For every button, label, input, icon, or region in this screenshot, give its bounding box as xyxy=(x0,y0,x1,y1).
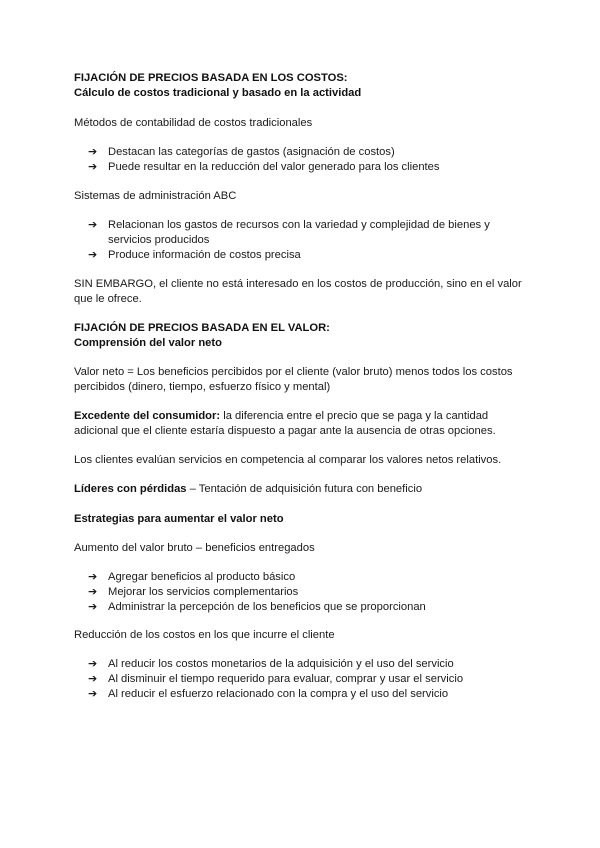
section2-subtitle: Comprensión del valor neto xyxy=(74,337,222,349)
list-item: ➔ Relacionan los gastos de recursos con la variedad y complejidad de bienes y servicios producidos xyxy=(88,219,490,246)
arrow-right-icon: ➔ xyxy=(88,161,98,173)
section1-title: FIJACIÓN DE PRECIOS BASADA EN LOS COSTOS: xyxy=(74,72,348,84)
gross-value-heading: Aumento del valor bruto – beneficios entregados xyxy=(74,542,315,554)
list-item: ➔ Agregar beneficios al producto básico xyxy=(88,571,296,583)
traditional-list xyxy=(88,145,528,175)
loss-leaders-text: – Tentación de adquisición futura con beneficio xyxy=(186,483,423,495)
gross-value-list xyxy=(88,570,528,615)
consumer-surplus-term: Excedente del consumidor: xyxy=(74,410,221,422)
however-paragraph: SIN EMBARGO, el cliente no está interesado en los costos de producción, sino en el valor que le ofrece. xyxy=(74,278,522,305)
list-item: ➔ Administrar la percepción de los beneficios que se proporcionan xyxy=(88,601,426,613)
arrow-right-icon: ➔ xyxy=(88,586,98,598)
list-item: ➔ Al reducir el esfuerzo relacionado con la compra y el uso del servicio xyxy=(88,688,449,700)
consumer-surplus-text: la diferencia entre el precio que se paga y la cantidad adicional que el cliente estaría dispuesto a pagar ante la ausencia de otras opciones. xyxy=(74,410,496,437)
loss-leaders-term: Líderes con pérdidas xyxy=(74,483,187,495)
traditional-heading: Métodos de contabilidad de costos tradicionales xyxy=(74,117,313,129)
consumer-surplus-paragraph xyxy=(74,409,534,439)
cost-reduction-list xyxy=(88,657,528,702)
list-item: ➔ Destacan las categorías de gastos (asignación de costos) xyxy=(88,146,395,158)
arrow-right-icon: ➔ xyxy=(88,658,98,670)
strategies-heading: Estrategias para aumentar el valor neto xyxy=(74,513,284,525)
arrow-right-icon: ➔ xyxy=(88,249,98,261)
abc-heading: Sistemas de administración ABC xyxy=(74,190,237,202)
list-item: ➔ Produce información de costos precisa xyxy=(88,249,301,261)
clients-paragraph: Los clientes evalúan servicios en competencia al comparar los valores netos relativos. xyxy=(74,454,502,466)
list-item: ➔ Mejorar los servicios complementarios xyxy=(88,586,299,598)
arrow-right-icon: ➔ xyxy=(88,219,98,231)
section2-title: FIJACIÓN DE PRECIOS BASADA EN EL VALOR: xyxy=(74,322,330,334)
arrow-right-icon: ➔ xyxy=(88,673,98,685)
section1-subtitle: Cálculo de costos tradicional y basado en la actividad xyxy=(74,87,362,99)
list-item: ➔ Puede resultar en la reducción del valor generado para los clientes xyxy=(88,161,440,173)
arrow-right-icon: ➔ xyxy=(88,601,98,613)
list-item: ➔ Al reducir los costos monetarios de la adquisición y el uso del servicio xyxy=(88,658,454,670)
abc-list xyxy=(88,218,528,263)
cost-reduction-heading: Reducción de los costos en los que incurre el cliente xyxy=(74,629,335,641)
list-item: ➔ Al disminuir el tiempo requerido para evaluar, comprar y usar el servicio xyxy=(88,673,464,685)
arrow-right-icon: ➔ xyxy=(88,146,98,158)
arrow-right-icon: ➔ xyxy=(88,571,98,583)
arrow-right-icon: ➔ xyxy=(88,688,98,700)
net-value-paragraph: Valor neto = Los beneficios percibidos por el cliente (valor bruto) menos todos los costos percibidos (dinero, tiempo, esfuerzo físico y mental) xyxy=(74,366,513,393)
loss-leaders-paragraph xyxy=(74,482,534,497)
